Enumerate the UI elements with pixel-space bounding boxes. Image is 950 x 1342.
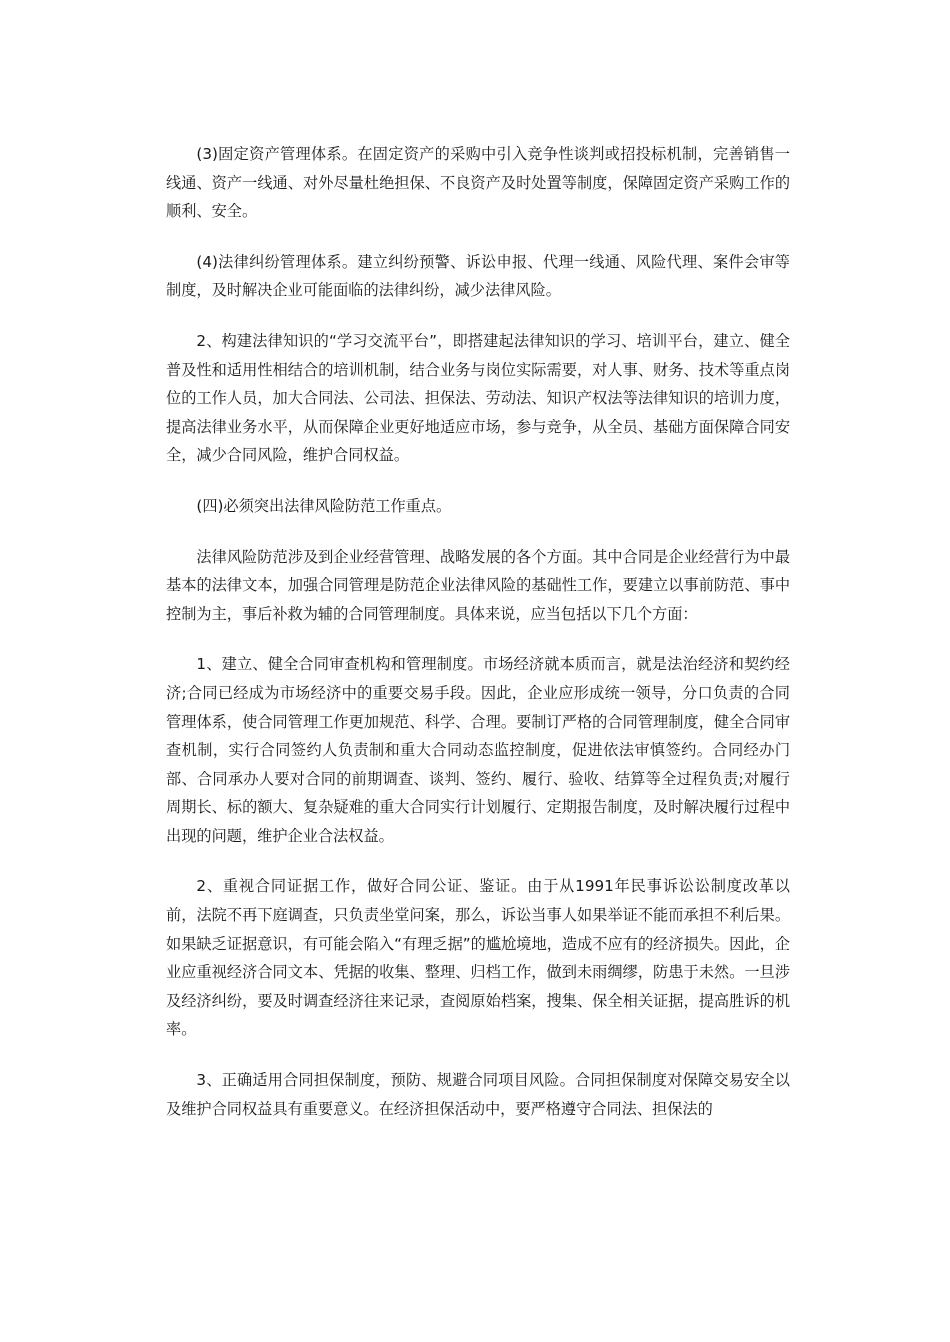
paragraph-contract-evidence: 2、重视合同证据工作，做好合同公证、鉴证。由于从1991年民事诉讼讼制度改革以前，法院不再下庭调查，只负责坐堂问案，那么，诉讼当事人如果举证不能而承担不利后果。如果缺乏证据意识，有可能会陷入“有理乏据”的尴尬境地，造成不应有的经济损失。因此，企业应重视经济合同文本、凭据的收集、整理、归档工作，做到未雨绸缪，防患于未然。一旦涉及经济纠纷，要及时调查经济往来记录，查阅原始档案，搜集、保全相关证据，提高胜诉的机率。 <box>166 877 790 1039</box>
paragraph-fixed-asset-system: (3)固定资产管理体系。在固定资产的采购中引入竞争性谈判或招投标机制，完善销售一线通、资产一线通、对外尽量杜绝担保、不良资产及时处置等制度，保障固定资产采购工作的顺利、安全。 <box>166 145 790 221</box>
document-body <box>166 140 790 1145</box>
paragraph-legal-dispute-system: (4)法律纠纷管理体系。建立纠纷预警、诉讼申报、代理一线通、风险代理、案件会审等制度，及时解决企业可能面临的法律纠纷，减少法律风险。 <box>166 252 790 300</box>
paragraph-learning-platform: 2、构建法律知识的“学习交流平台”，即搭建起法律知识的学习、培训平台，建立、健全普及性和适用性相结合的培训机制，结合业务与岗位实际需要，对人事、财务、技术等重点岗位的工作人员，加大合同法、公司法、担保法、劳动法、知识产权法等法律知识的培训力度，提高法律业务水平，从而保障企业更好地适应市场，参与竞争，从全员、基础方面保障合同安全，减少合同风险，维护合同权益。 <box>166 331 790 465</box>
paragraph-risk-overview: 法律风险防范涉及到企业经营管理、战略发展的各个方面。其中合同是企业经营行为中最基本的法律文本，加强合同管理是防范企业法律风险的基础性工作，要建立以事前防范、事中控制为主，事后补救为辅的合同管理制度。具体来说，应当包括以下几个方面： <box>166 547 790 623</box>
paragraph-contract-review: 1、建立、健全合同审查机构和管理制度。市场经济就本质而言，就是法治经济和契约经济;合同已经成为市场经济中的重要交易手段。因此，企业应形成统一领导，分口负责的合同管理体系，使合同管理工作更加规范、科学、合理。要制订严格的合同管理制度，健全合同审查机制，实行合同签约人负责制和重大合同动态监控制度，促进依法审慎签约。合同经办门部、合同承办人要对合同的前期调查、谈判、签约、履行、验收、结算等全过程负责;对履行周期长、标的额大、复杂疑难的重大合同实行计划履行、定期报告制度，及时解决履行过程中出现的问题，维护企业合法权益。 <box>166 655 790 845</box>
paragraph-contract-guarantee: 3、正确适用合同担保制度，预防、规避合同项目风险。合同担保制度对保障交易安全以及维护合同权益具有重要意义。在经济担保活动中，要严格遵守合同法、担保法的 <box>166 1071 790 1118</box>
section-heading-risk-focus: (四)必须突出法律风险防范工作重点。 <box>196 496 452 515</box>
